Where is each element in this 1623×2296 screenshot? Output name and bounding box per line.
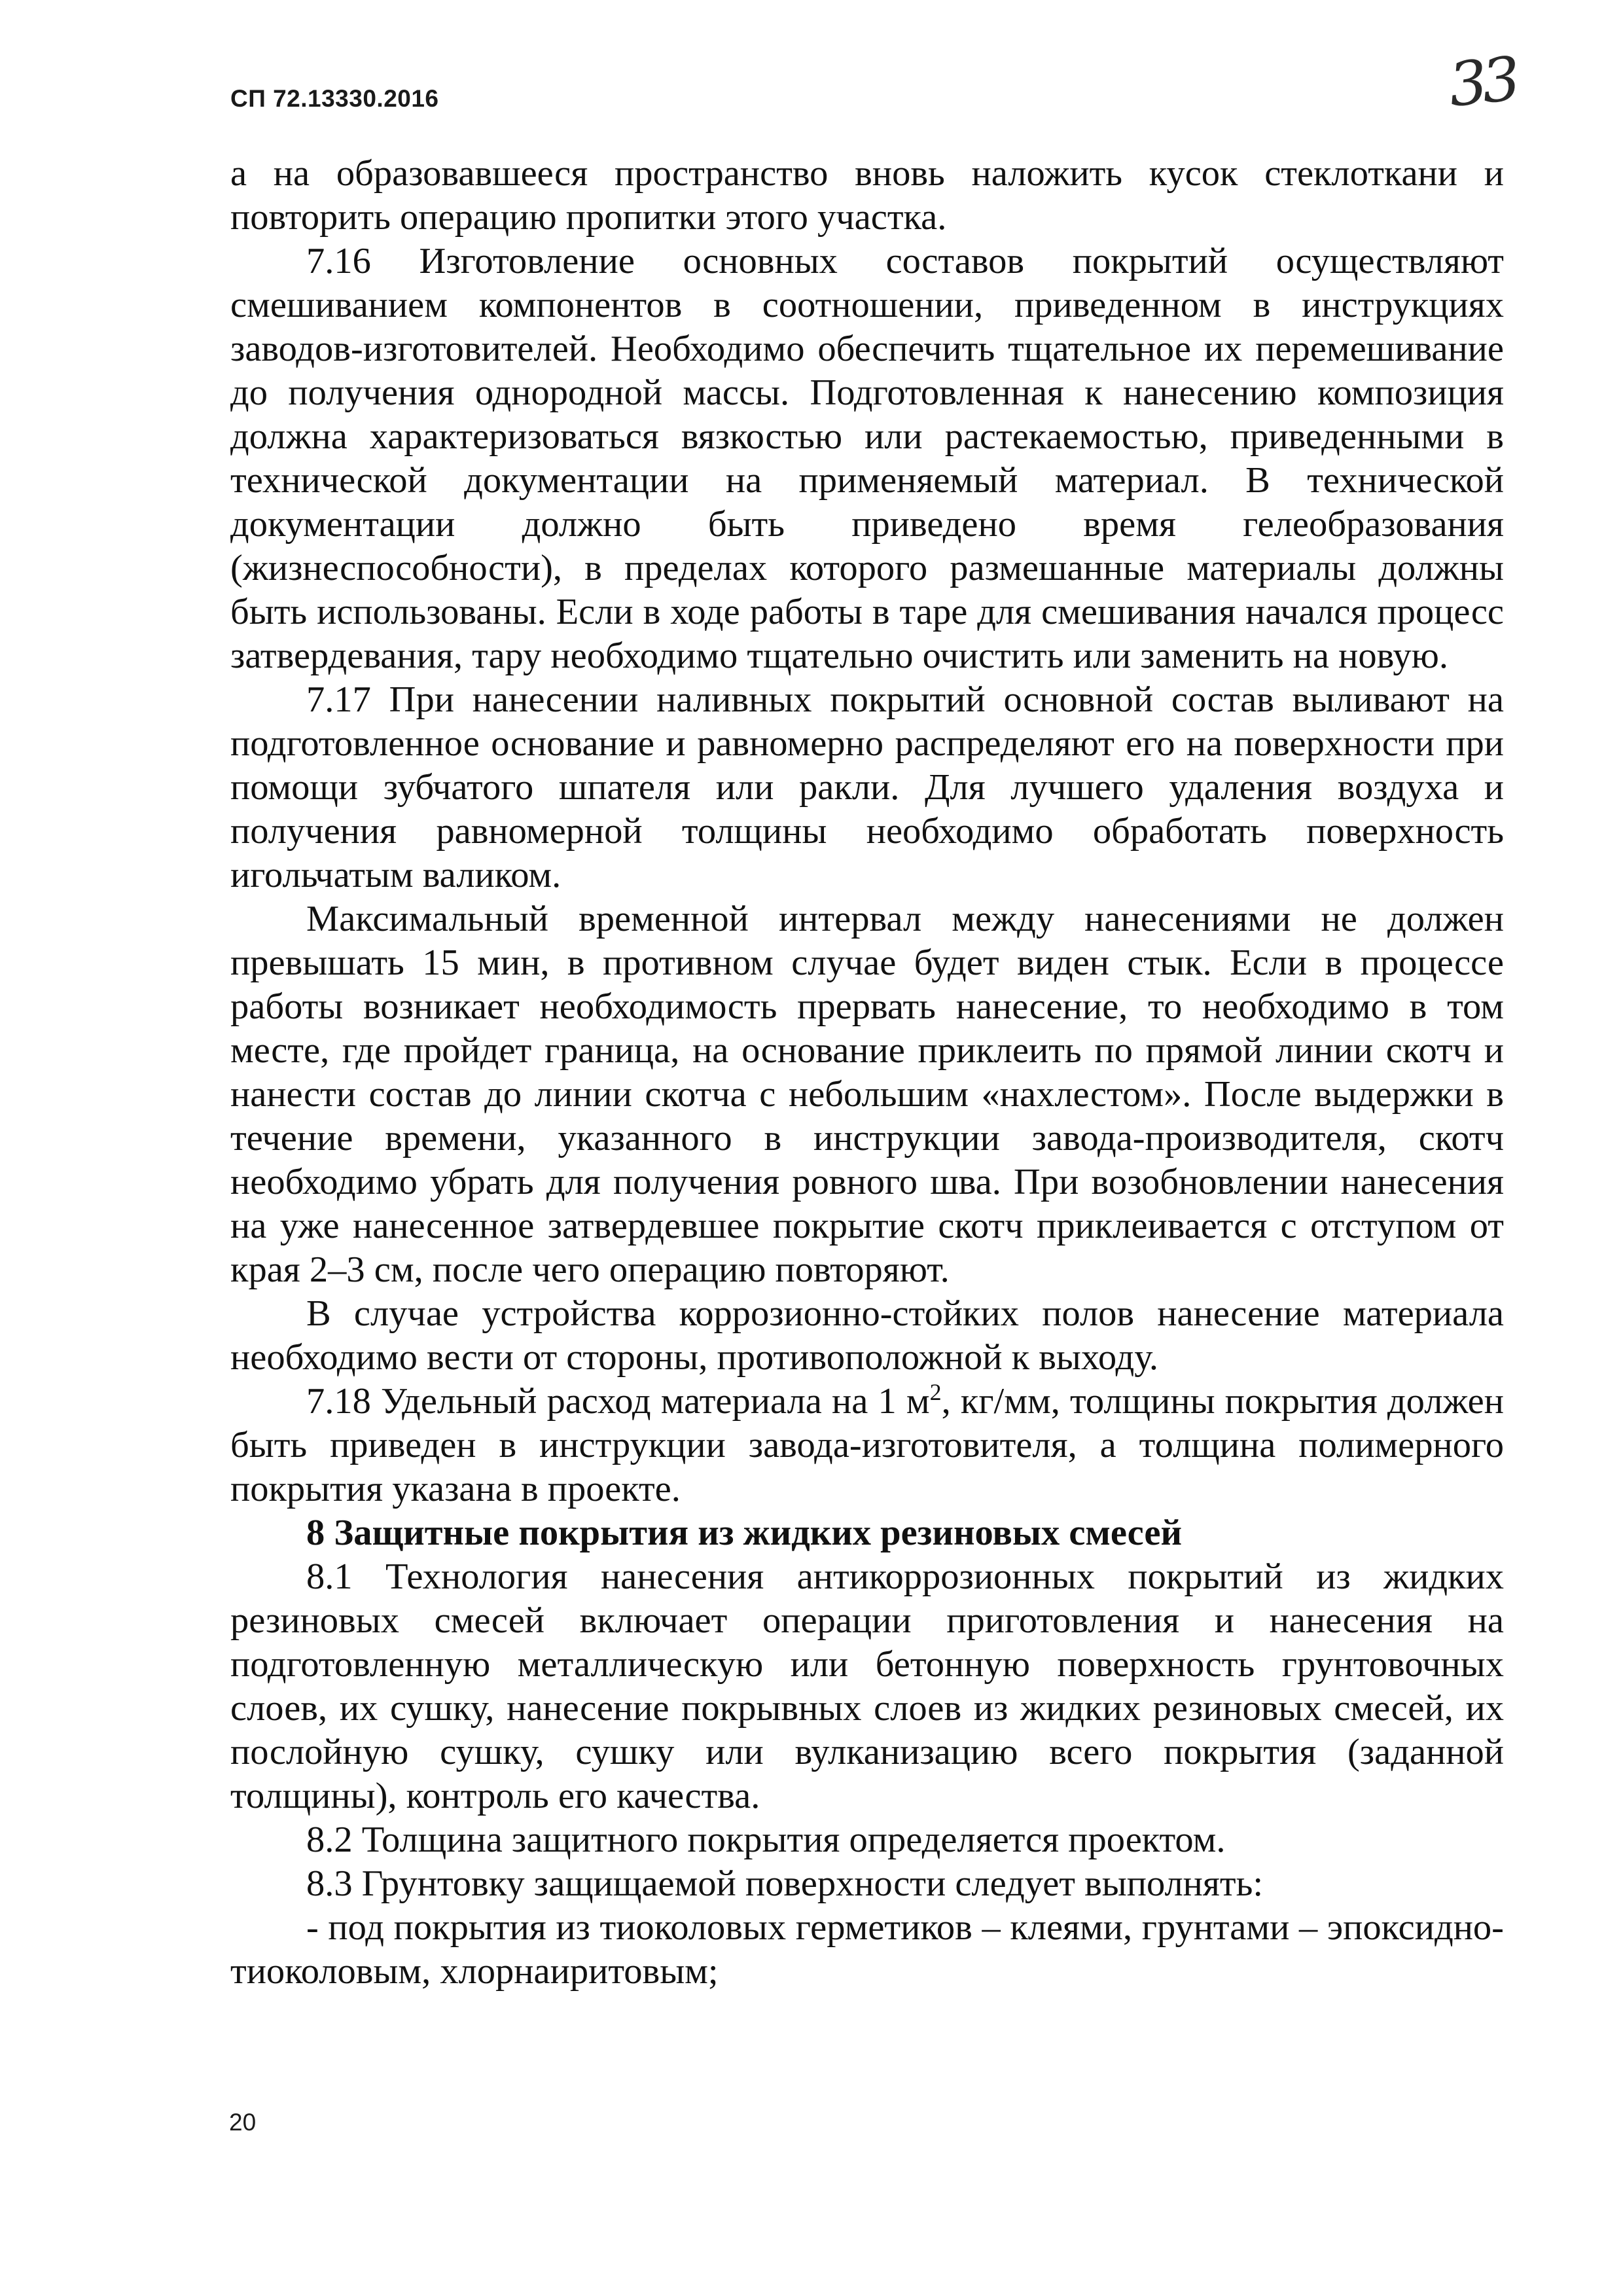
paragraph-corrosion-floors: В случае устройства коррозионно-стойких полов нанесение материала необходимо вести от стороны, противоположной к выходу. [230, 1293, 1504, 1378]
paragraph-7-18-part-b: , кг/мм, толщины покрытия должен быть приведен в инструкции завода-изготовителя, а толщина полимерного покрытия указана в проекте. [230, 1381, 1504, 1509]
paragraph-7-17: 7.17 При нанесении наливных покрытий основной состав выливают на подготовленное основание и равномерно распределяют его на поверхности при помощи зубчатого шпателя или ракли. Для лучшего удаления воздуха и получения равномерной толщины необходимо обработать поверхность игольчатым валиком. [230, 679, 1504, 895]
document-body [230, 152, 1504, 1994]
paragraph-8-2: 8.2 Толщина защитного покрытия определяется проектом. [306, 1820, 1226, 1860]
paragraph-interval: Максимальный временной интервал между нанесениями не должен превышать 15 мин, в противном случае будет виден стык. Если в процессе работы возникает необходимость прервать нанесение, то необходимо в том месте, где пройдет граница, на основание приклеить по прямой линии скотч и нанести состав до линии скотча с небольшим «нахлестом». После выдержки в течение времени, указанного в инструкции завода-производителя, скотч необходимо убрать для получения ровного шва. При возобновлении нанесения на уже нанесенное затвердевшее покрытие скотч приклеивается с отступом от края 2–3 см, после чего операцию повторяют. [230, 899, 1504, 1290]
paragraph-7-18 [230, 1380, 1504, 1511]
handwritten-page-number: 33 [1445, 44, 1519, 120]
paragraph-continuation: а на образовавшееся пространство вновь наложить кусок стеклоткани и повторить операцию пропитки этого участка. [230, 153, 1504, 238]
page-number: 20 [229, 2109, 257, 2136]
section-heading-8: 8 Защитные покрытия из жидких резиновых смесей [306, 1513, 1183, 1553]
paragraph-8-3: 8.3 Грунтовку защищаемой поверхности следует выполнять: [306, 1863, 1264, 1904]
paragraph-7-18-part-a: 7.18 Удельный расход материала на 1 м [306, 1381, 930, 1422]
list-item-thiokol: - под покрытия из тиоколовых герметиков – клеями, грунтами – эпоксидно-тиоколовым, хлорнаиритовым; [230, 1907, 1504, 1992]
paragraph-8-1: 8.1 Технология нанесения антикоррозионных покрытий из жидких резиновых смесей включает операции приготовления и нанесения на подготовленную металлическую или бетонную поверхность грунтовочных слоев, их сушку, нанесение покрывных слоев из жидких резиновых смесей, их послойную сушку, сушку или вулканизацию всего покрытия (заданной толщины), контроль его качества. [230, 1556, 1504, 1816]
document-code: СП 72.13330.2016 [230, 85, 439, 112]
superscript-2: 2 [929, 1379, 942, 1406]
paragraph-7-16: 7.16 Изготовление основных составов покрытий осуществляют смешиванием компонентов в соотношении, приведенном в инструкциях заводов-изготовителей. Необходимо обеспечить тщательное их перемешивание до получения однородной массы. Подготовленная к нанесению композиция должна характеризоваться вязкостью или растекаемостью, приведенными в технической документации на применяемый материал. В технической документации должно быть приведено время гелеобразования (жизнеспособности), в пределах которого размешанные материалы должны быть использованы. Если в ходе работы в таре для смешивания начался процесс затвердевания, тару необходимо тщательно очистить или заменить на новую. [230, 241, 1504, 676]
